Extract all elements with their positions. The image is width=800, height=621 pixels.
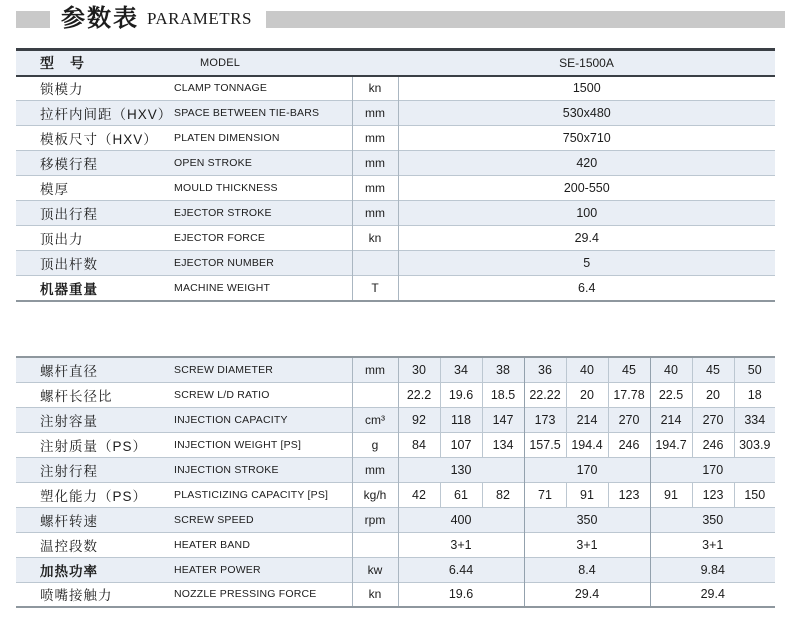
param-value: 8.4 — [524, 557, 650, 582]
param-label-zh: 注射质量（PS） — [16, 432, 172, 457]
param-value: 350 — [650, 507, 775, 532]
param-value: 36 — [524, 357, 566, 382]
param-value: 91 — [650, 482, 692, 507]
param-value: 3+1 — [524, 532, 650, 557]
param-label-zh: 螺杆直径 — [16, 357, 172, 382]
param-label-zh: 螺杆转速 — [16, 507, 172, 532]
param-value: 18.5 — [482, 382, 524, 407]
page-title-en: PARAMETRS — [147, 9, 252, 28]
param-label-zh: 机器重量 — [16, 276, 172, 301]
param-unit: kw — [352, 557, 398, 582]
param-label-en: EJECTOR STROKE — [172, 201, 352, 226]
param-label-en: SCREW DIAMETER — [172, 357, 352, 382]
param-unit: mm — [352, 457, 398, 482]
param-unit: kg/h — [352, 482, 398, 507]
param-label-en: SPACE BETWEEN TIE-BARS — [172, 101, 352, 126]
param-label-zh: 移模行程 — [16, 151, 172, 176]
param-label-en: SCREW L/D RATIO — [172, 382, 352, 407]
table-row — [16, 151, 775, 176]
param-value: 334 — [734, 407, 775, 432]
param-value: 147 — [482, 407, 524, 432]
param-unit: mm — [352, 357, 398, 382]
param-unit: rpm — [352, 507, 398, 532]
model-name-value: SE-1500A — [398, 50, 775, 76]
param-value: 150 — [734, 482, 775, 507]
param-unit: mm — [352, 101, 398, 126]
param-value: 29.4 — [524, 582, 650, 607]
param-value: 246 — [608, 432, 650, 457]
param-value: 350 — [524, 507, 650, 532]
table-row — [16, 357, 775, 382]
param-unit: cm³ — [352, 407, 398, 432]
param-value: 61 — [440, 482, 482, 507]
param-label-en: SCREW SPEED — [172, 507, 352, 532]
param-value: 34 — [440, 357, 482, 382]
param-value: 194.7 — [650, 432, 692, 457]
table-row — [16, 276, 775, 301]
param-label-en: INJECTION CAPACITY — [172, 407, 352, 432]
param-value: 84 — [398, 432, 440, 457]
title-right-accent-bar — [266, 11, 785, 28]
param-value: 17.78 — [608, 382, 650, 407]
param-label-zh: 锁模力 — [40, 82, 84, 98]
param-value: 170 — [650, 457, 775, 482]
param-value: 194.4 — [566, 432, 608, 457]
param-value: 9.84 — [650, 557, 775, 582]
param-value: 20 — [692, 382, 734, 407]
param-label-en: PLASTICIZING CAPACITY [PS] — [172, 482, 352, 507]
param-value: 130 — [398, 457, 524, 482]
param-value: 18 — [734, 382, 775, 407]
param-value: 1500 — [572, 81, 601, 96]
param-label-zh: 塑化能力（PS） — [16, 482, 172, 507]
param-value: 400 — [398, 507, 524, 532]
param-label-zh: 注射行程 — [16, 457, 172, 482]
model-header-unit-spacer — [352, 50, 398, 76]
param-label-en: HEATER POWER — [172, 557, 352, 582]
param-value: 246 — [692, 432, 734, 457]
param-value: 6.44 — [398, 557, 524, 582]
model-header-label-zh: 型 号 — [16, 50, 172, 76]
param-unit: mm — [352, 201, 398, 226]
param-unit: kn — [352, 226, 398, 251]
table-row — [16, 251, 775, 276]
table-row — [16, 76, 775, 101]
param-label-en: EJECTOR FORCE — [172, 226, 352, 251]
param-value: 200-550 — [398, 176, 775, 201]
screw-table — [16, 356, 775, 608]
table-row — [16, 507, 775, 532]
param-value: 750x710 — [398, 126, 775, 151]
param-label-zh: 喷嘴接触力 — [16, 582, 172, 607]
param-label-zh: 螺杆长径比 — [16, 382, 172, 407]
param-value: 3+1 — [398, 532, 524, 557]
page-title-zh: 参数表 — [61, 5, 139, 32]
param-unit: g — [352, 432, 398, 457]
param-label-zh: 顶出行程 — [16, 201, 172, 226]
param-label-en: HEATER BAND — [172, 532, 352, 557]
param-label-zh: 模厚 — [16, 176, 172, 201]
param-value: 107 — [440, 432, 482, 457]
param-value: 118 — [440, 407, 482, 432]
param-unit: mm — [352, 176, 398, 201]
model-table — [16, 48, 775, 302]
param-unit — [352, 382, 398, 407]
param-label-en: MOULD THICKNESS — [172, 176, 352, 201]
param-unit — [352, 532, 398, 557]
param-value: 214 — [650, 407, 692, 432]
param-label-en: INJECTION STROKE — [172, 457, 352, 482]
param-value: 42 — [398, 482, 440, 507]
table-row — [16, 532, 775, 557]
param-value: 100 — [398, 201, 775, 226]
table-row — [16, 407, 775, 432]
param-value: 19.6 — [440, 382, 482, 407]
param-label-zh: 注射容量 — [16, 407, 172, 432]
param-value: 134 — [482, 432, 524, 457]
param-value: 157.5 — [524, 432, 566, 457]
table-row — [16, 557, 775, 582]
param-value: 30 — [398, 357, 440, 382]
param-value: 20 — [566, 382, 608, 407]
param-value: 50 — [734, 357, 775, 382]
table-row — [16, 176, 775, 201]
param-unit — [352, 251, 398, 276]
table-row — [16, 432, 775, 457]
param-value: 123 — [692, 482, 734, 507]
param-value: 40 — [566, 357, 608, 382]
param-value: 173 — [524, 407, 566, 432]
table-row — [16, 457, 775, 482]
param-value: 19.6 — [398, 582, 524, 607]
model-header-label-en: MODEL — [172, 50, 352, 76]
param-value: 29.4 — [650, 582, 775, 607]
param-value: 45 — [608, 357, 650, 382]
param-label-zh: 顶出力 — [16, 226, 172, 251]
param-label-zh: 顶出杆数 — [16, 251, 172, 276]
param-unit: kn — [352, 582, 398, 607]
param-label-en: INJECTION WEIGHT [PS] — [172, 432, 352, 457]
param-unit: T — [352, 276, 398, 301]
param-unit: kn — [352, 76, 398, 101]
param-label-en: CLAMP TONNAGE — [174, 82, 268, 95]
param-value: 420 — [398, 151, 775, 176]
param-value: 92 — [398, 407, 440, 432]
param-value: 38 — [482, 357, 524, 382]
param-value: 22.2 — [398, 382, 440, 407]
param-value: 170 — [524, 457, 650, 482]
param-label-zh: 温控段数 — [16, 532, 172, 557]
param-value: 6.4 — [398, 276, 775, 301]
param-value: 82 — [482, 482, 524, 507]
param-value: 29.4 — [398, 226, 775, 251]
param-value: 91 — [566, 482, 608, 507]
param-value: 71 — [524, 482, 566, 507]
title-left-accent-bar — [16, 11, 50, 28]
table-row — [16, 482, 775, 507]
table-row — [16, 582, 775, 607]
param-value: 270 — [608, 407, 650, 432]
param-value: 22.5 — [650, 382, 692, 407]
table-row — [16, 126, 775, 151]
param-value: 303.9 — [734, 432, 775, 457]
param-label-zh: 拉杆内间距（HXV） — [16, 101, 172, 126]
param-value: 45 — [692, 357, 734, 382]
table-row — [16, 226, 775, 251]
param-value: 40 — [650, 357, 692, 382]
param-value: 123 — [608, 482, 650, 507]
param-label-en: EJECTOR NUMBER — [172, 251, 352, 276]
param-value: 5 — [398, 251, 775, 276]
param-label-zh: 加热功率 — [16, 557, 172, 582]
param-label-en: OPEN STROKE — [172, 151, 352, 176]
param-value: 3+1 — [650, 532, 775, 557]
param-value: 270 — [692, 407, 734, 432]
param-unit: mm — [352, 126, 398, 151]
table-row — [16, 201, 775, 226]
param-value: 22.22 — [524, 382, 566, 407]
title-bar — [16, 5, 785, 32]
param-label-en: PLATEN DIMENSION — [172, 126, 352, 151]
param-value: 214 — [566, 407, 608, 432]
param-unit: mm — [352, 151, 398, 176]
param-label-en: MACHINE WEIGHT — [172, 276, 352, 301]
table-row — [16, 101, 775, 126]
param-label-en: NOZZLE PRESSING FORCE — [172, 582, 352, 607]
param-value: 530x480 — [398, 101, 775, 126]
table-row — [16, 382, 775, 407]
param-label-zh: 模板尺寸（HXV） — [16, 126, 172, 151]
model-header-row — [16, 50, 775, 76]
